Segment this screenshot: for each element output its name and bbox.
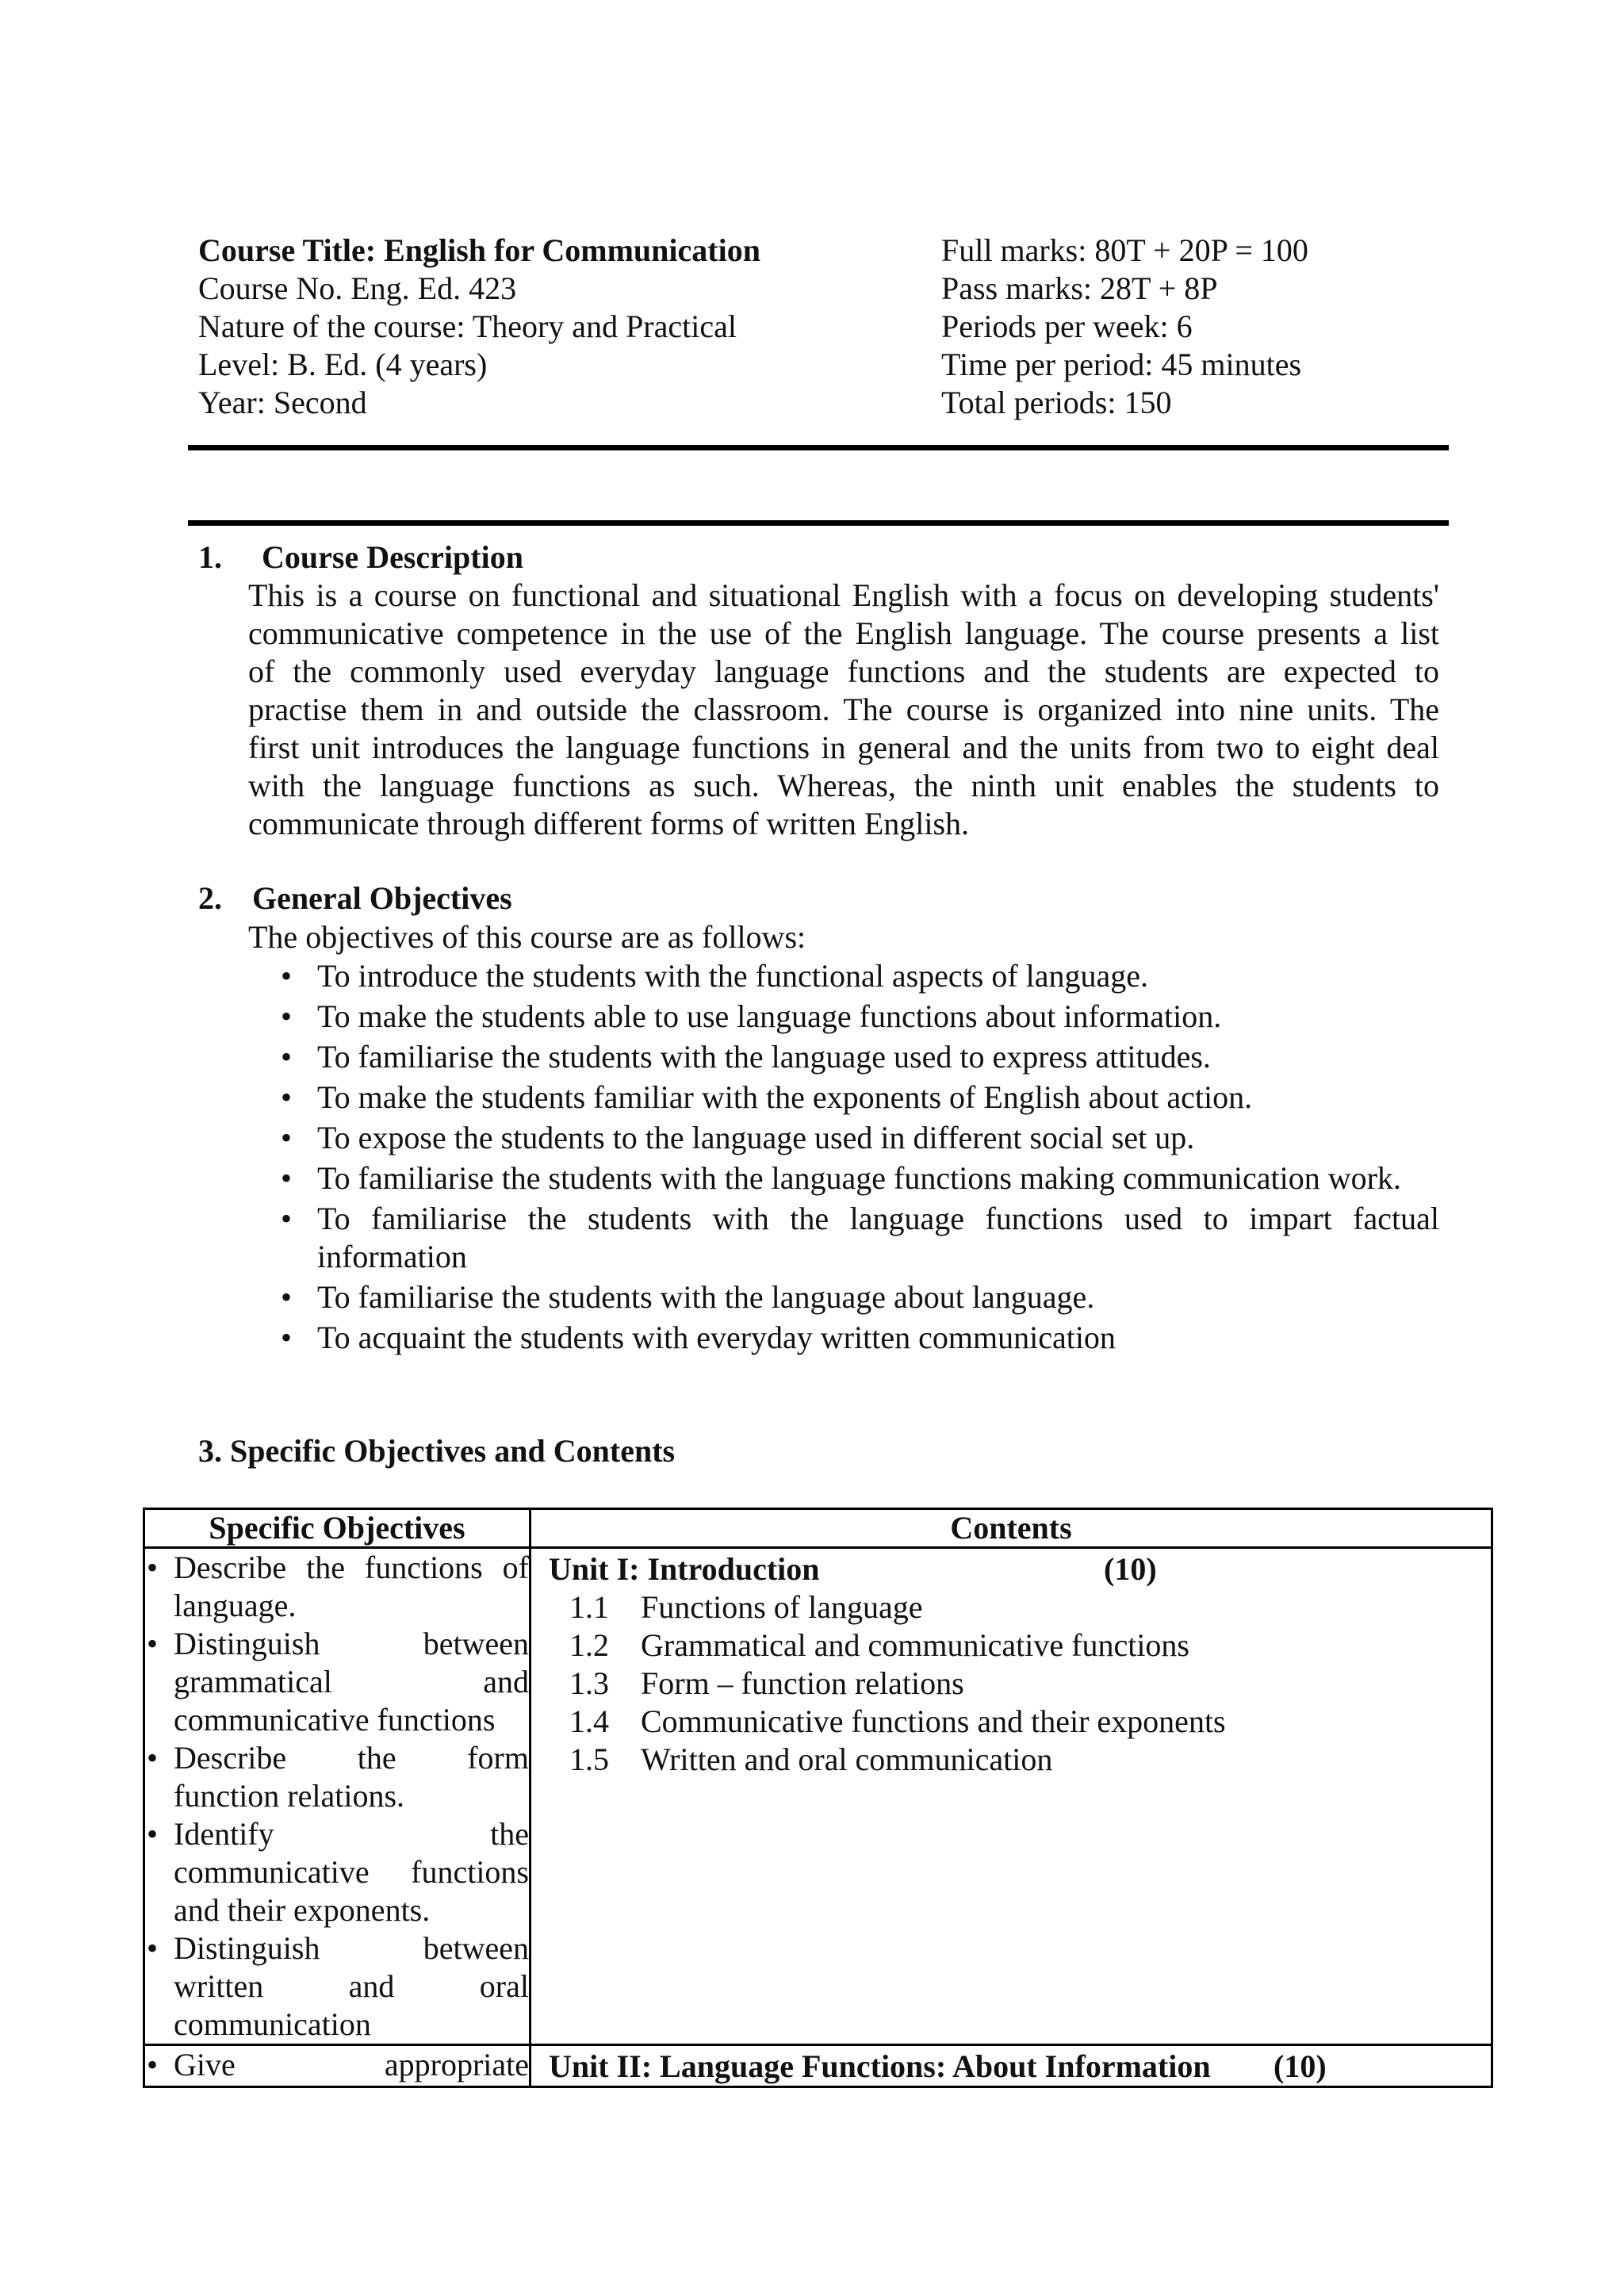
list-item: • To familiarise the students with the language functions used to impart factual information [281,1201,1439,1274]
subtopic-item: 1.4 Communicative functions and their exponents [569,1703,1226,1739]
pass-marks: Pass marks: 28T + 8P [941,270,1218,306]
bullet-icon: • [147,1740,159,1776]
list-item: • To familiarise the students with the language used to express attitudes. [281,1039,1211,1075]
unit-periods: (10) [1274,2048,1327,2084]
objectives-contents-table [143,1508,1493,2088]
unit-heading [531,1550,1491,1588]
section-3-heading: 3. Specific Objectives and Contents [198,1433,676,1469]
column-header-objectives: Specific Objectives [144,1509,530,1548]
list-item: • To familiarise the students with the language about language. [281,1279,1095,1315]
unit-heading [531,2048,1491,2086]
total-periods: Total periods: 150 [941,385,1172,420]
bullet-icon: • [281,958,293,994]
section-2-title: General Objectives [252,880,512,916]
contents-cell [530,2045,1492,2087]
bullet-icon: • [281,1039,293,1075]
section-1-heading [198,538,523,577]
course-description [248,577,1439,843]
section-2-heading [198,879,512,918]
subtopic-item: 1.2 Grammatical and communicative functions [569,1627,1189,1663]
periods-per-week: Periods per week: 6 [941,308,1193,344]
list-item: • Give appropriate [147,2047,529,2082]
list-item: • Identify the communicative functions and their exponents. [147,1816,529,1928]
subtopic-item: 1.3 Form – function relations [569,1665,964,1701]
course-title: Course Title: English for Communication [198,232,760,268]
bullet-icon: • [281,1320,293,1355]
bullet-icon: • [281,1160,293,1196]
bullet-icon: • [147,2047,159,2082]
description-line: first unit introduces the language functions in general and the units from two to eight deal [248,730,1439,765]
description-line: with the language functions as such. Whereas, the ninth unit enables the students to [248,768,1439,803]
course-info-right [941,232,1496,422]
list-item: • Distinguish between written and oral communication [147,1930,529,2042]
subtopic-item: 1.5 Written and oral communication [569,1741,1053,1777]
list-item: • To acquaint the students with everyday written communication [281,1320,1116,1355]
contents-cell [530,1548,1492,2045]
bullet-icon: • [281,1079,293,1115]
full-marks: Full marks: 80T + 20P = 100 [941,232,1308,268]
bullet-icon: • [147,1550,159,1585]
table-row [144,1548,1492,2045]
course-year: Year: Second [198,385,367,420]
bullet-icon: • [281,1279,293,1315]
course-info-left [198,232,912,422]
list-item: • To introduce the students with the functional aspects of language. [281,958,1149,994]
description-line: practise them in and outside the classroom. The course is organized into nine units. The [248,692,1439,727]
list-item: • To familiarise the students with the language functions making communication work. [281,1160,1401,1196]
general-objectives-list [281,957,1439,1359]
section-1-number: 1. [198,539,222,575]
course-nature: Nature of the course: Theory and Practical [198,308,737,344]
list-item: • Describe the functions of language. [147,1550,529,1623]
bullet-icon: • [147,1816,159,1852]
list-item: • To make the students familiar with the exponents of English about action. [281,1079,1253,1115]
header-rule-bottom [188,520,1449,526]
header-rule-top [188,445,1449,450]
objectives-intro: The objectives of this course are as follows: [248,919,806,955]
section-1-title: Course Description [262,539,523,575]
bullet-icon: • [147,1626,159,1661]
table-row [144,2045,1492,2087]
unit-periods: (10) [1104,1551,1157,1587]
bullet-icon: • [281,998,293,1034]
time-per-period: Time per period: 45 minutes [941,347,1302,382]
specific-objectives-cell [144,1548,530,2045]
bullet-icon: • [281,1120,293,1155]
course-level: Level: B. Ed. (4 years) [198,347,488,382]
unit-title: Unit II: Language Functions: About Information [549,2048,1211,2084]
list-item: • To make the students able to use language functions about information. [281,998,1222,1034]
bullet-icon: • [281,1201,293,1236]
description-line: of the commonly used everyday language functions and the students are expected to [248,653,1439,689]
list-item: • Describe the form function relations. [147,1740,529,1814]
list-item: • To expose the students to the language used in different social set up. [281,1120,1195,1155]
table-header-row [144,1509,1492,1548]
column-header-contents: Contents [530,1509,1492,1548]
description-line: This is a course on functional and situational English with a focus on developing students' [248,577,1439,613]
description-line: communicate through different forms of written English. [248,806,970,841]
course-number: Course No. Eng. Ed. 423 [198,270,517,306]
bullet-icon: • [147,1930,159,1966]
subtopic-item: 1.1 Functions of language [569,1589,923,1625]
list-item: • Distinguish between grammatical and communicative functions [147,1626,529,1738]
unit-title: Unit I: Introduction [549,1551,820,1587]
section-2-number: 2. [198,880,222,916]
specific-objectives-cell [144,2045,530,2087]
description-line: communicative competence in the use of the English language. The course presents a list [248,615,1439,651]
